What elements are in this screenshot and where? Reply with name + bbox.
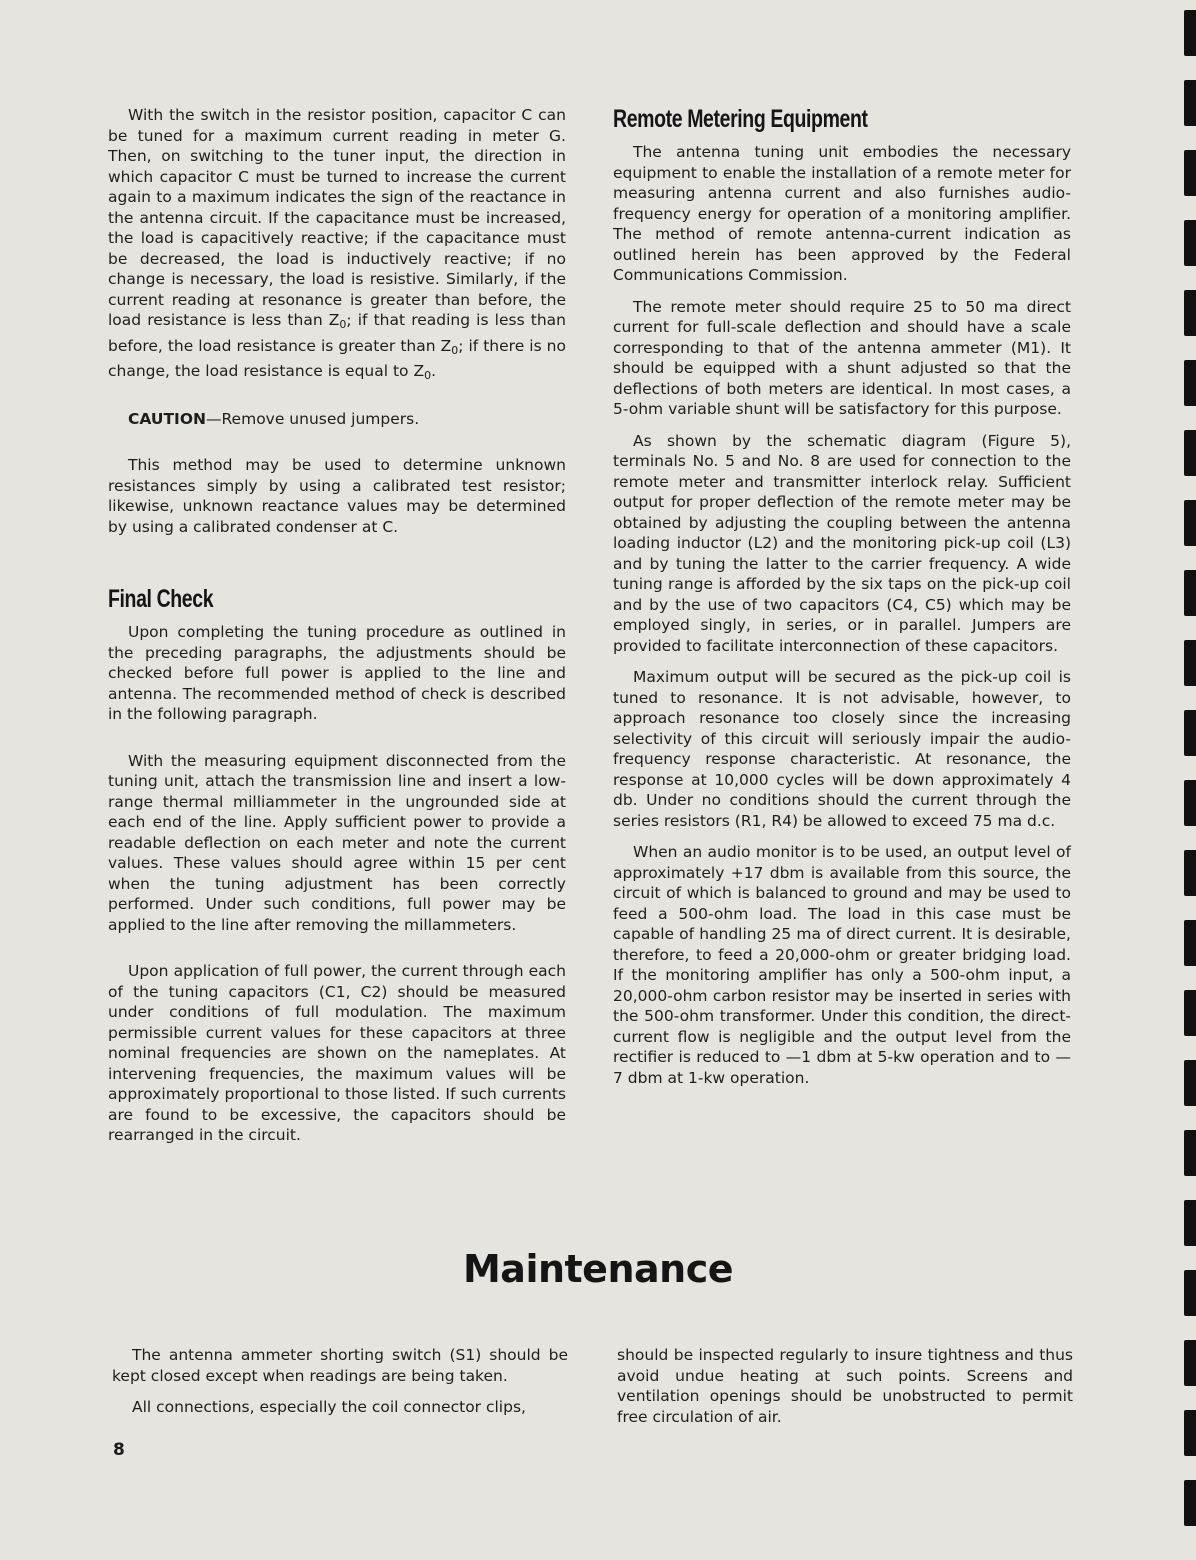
- maintenance-paragraph-2: All connections, especially the coil connector clips,: [132, 1398, 526, 1416]
- binding-hole: [1184, 1340, 1196, 1386]
- binding-hole: [1184, 290, 1196, 336]
- binding-hole: [1184, 1060, 1196, 1106]
- page-number: 8: [113, 1440, 125, 1460]
- final-check-paragraph-3: Upon application of full power, the current through each of the tuning capacitors (C1, C2) should be measured under conditions of full modulation. The maximum permissible current values for these capacitors at three nominal frequencies are shown on the nameplates. At intervening frequencies, the maximum values will be approximately proportional to those listed. If such currents are found to be excessive, the capacitors should be rearranged in the circuit.: [108, 962, 566, 1144]
- final-check-heading: Final Check: [108, 585, 214, 613]
- remote-metering-paragraph-4: Maximum output will be secured as the pick-up coil is tuned to resonance. It is not advisable, however, to approach resonance too closely since the increasing selectivity of this circuit will seriously impair the audio-frequency response characteristic. At resonance, the response at 10,000 cycles will be down approximately 4 db. Under no conditions should the current through the series resistors (R1, R4) be allowed to exceed 75 ma d.c.: [613, 668, 1071, 830]
- final-check-paragraph-2: With the measuring equipment disconnected from the tuning unit, attach the transmission line and insert a low-range thermal milliammeter in the ungrounded side at each end of the line. Apply sufficient power to provide a readable deflection on each meter and note the current values. These values should agree within 15 per cent when the tuning adjustment has been correctly performed. Under such conditions, full power may be applied to the line after removing the millammeters.: [108, 751, 566, 934]
- remote-metering-heading: Remote Metering Equipment: [613, 105, 868, 133]
- remote-metering-paragraph-3: As shown by the schematic diagram (Figure 5), terminals No. 5 and No. 8 are used for connection to the remote meter and transmitter interlock relay. Sufficient output for proper deflection of the remote meter may be obtained by adjusting the coupling between the antenna loading inductor (L2) and the monitoring pick-up coil (L3) and by tuning the latter to the carrier frequency. A wide tuning range is afforded by the six taps on the pick-up coil and by the use of two capacitors (C4, C5) which may be employed singly, in series, or in parallel. Jumpers are provided to facilitate interconnection of these capacitors.: [613, 431, 1071, 655]
- binding-hole: [1184, 80, 1196, 126]
- binding-hole: [1184, 920, 1196, 966]
- binding-hole: [1184, 220, 1196, 266]
- binding-hole: [1184, 10, 1196, 56]
- final-check-paragraph-1: Upon completing the tuning procedure as outlined in the preceding paragraphs, the adjustments should be checked before full power is applied to the line and antenna. The recommended method of check is described in the following paragraph.: [108, 623, 566, 723]
- caution-label: CAUTION: [128, 409, 206, 428]
- binding-hole: [1184, 430, 1196, 476]
- binding-hole: [1184, 570, 1196, 616]
- left-column: [108, 105, 566, 1146]
- binding-hole: [1184, 990, 1196, 1036]
- binding-hole: [1184, 850, 1196, 896]
- remote-metering-paragraph-1: The antenna tuning unit embodies the necessary equipment to enable the installation of a remote meter for measuring antenna current and also furnishes audio-frequency energy for operation of a monitoring amplifier. The method of remote antenna-current indication as outlined herein has been approved by the Federal Communications Commission.: [613, 143, 1071, 284]
- right-column: [613, 105, 1071, 1088]
- caution-note: CAUTION—Remove unused jumpers.: [128, 409, 420, 428]
- maintenance-paragraph-2-continued: should be inspected regularly to insure tightness and thus avoid undue heating at such points. Screens and ventilation openings should be unobstructed to permit free circulation of air.: [617, 1346, 1073, 1426]
- remote-metering-paragraph-5: When an audio monitor is to be used, an output level of approximately +17 dbm is available from this source, the circuit of which is balanced to ground and may be used to feed a 500-ohm load. The load in this case must be capable of handling 25 ma of direct current. It is desirable, therefore, to feed a 20,000-ohm or greater bridging load. If the monitoring amplifier has only a 500-ohm input, a 20,000-ohm carbon resistor may be inserted in series with the 500-ohm transformer. Under this condition, the direct-current flow is negligible and the output level from the rectifier is reduced to —1 dbm at 5-kw operation and to —7 dbm at 1-kw operation.: [613, 843, 1071, 1087]
- binding-hole: [1184, 1200, 1196, 1246]
- binding-hole: [1184, 1410, 1196, 1456]
- binding-hole: [1184, 1480, 1196, 1526]
- binding-hole: [1184, 150, 1196, 196]
- maintenance-right-column: [617, 1345, 1073, 1427]
- binding-hole: [1184, 710, 1196, 756]
- binding-hole: [1184, 640, 1196, 686]
- maintenance-paragraph-1: The antenna ammeter shorting switch (S1) should be kept closed except when readings are being taken.: [112, 1346, 568, 1385]
- binding-strip: [1180, 0, 1196, 1560]
- remote-metering-paragraph-2: The remote meter should require 25 to 50 ma direct current for full-scale deflection and should have a scale corresponding to that of the antenna ammeter (M1). It should be equipped with a shunt adjusted so that the deflections of both meters are identical. In most cases, a 5-ohm variable shunt will be satisfactory for this purpose.: [613, 297, 1071, 418]
- binding-hole: [1184, 1270, 1196, 1316]
- binding-hole: [1184, 780, 1196, 826]
- binding-hole: [1184, 360, 1196, 406]
- binding-hole: [1184, 1130, 1196, 1176]
- maintenance-title: Maintenance: [462, 1247, 734, 1291]
- unknown-resistance-paragraph: This method may be used to determine unknown resistances simply by using a calibrated test resistor; likewise, unknown reactance values may be determined by using a calibrated condenser at C.: [108, 456, 566, 536]
- maintenance-left-column: [112, 1345, 568, 1418]
- binding-hole: [1184, 500, 1196, 546]
- tuning-reactance-paragraph: With the switch in the resistor position, capacitor C can be tuned for a maximum current reading in meter G. Then, on switching to the tuner input, the direction in which capacitor C must be turned to increase the current again to a maximum indicates the sign of the reactance in the antenna circuit. If the capacitance must be increased, the load is capacitively reactive; if the capacitance must be decreased, the load is inductively reactive; if no change is necessary, the load is resistive. Similarly, if the current reading at resonance is greater than before, the load resistance is less than $Z_0$; if that reading is less than before, the load resistance is greater than $Z_0$; if there is no change, the load resistance is equal to $Z_0$.: [108, 106, 566, 382]
